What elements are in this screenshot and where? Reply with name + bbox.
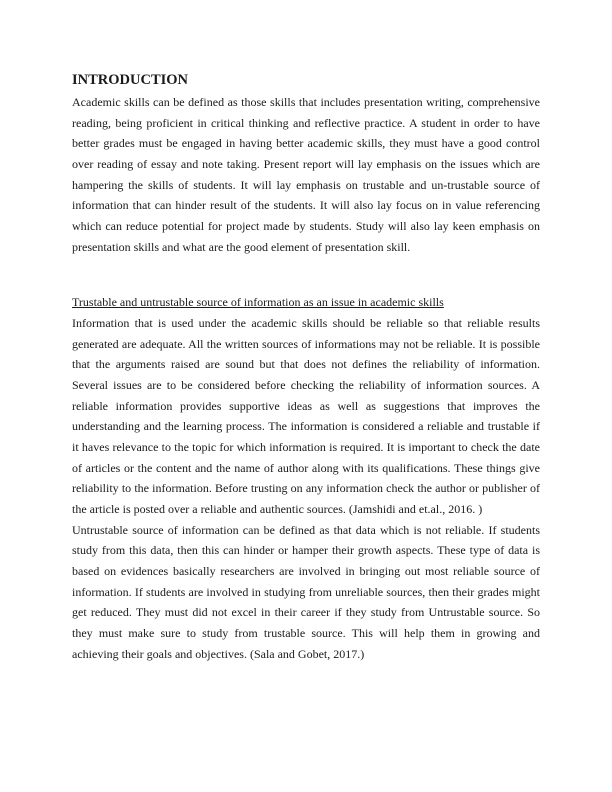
section-subheading: Trustable and untrustable source of information as an issue in academic skills	[72, 295, 444, 309]
introduction-section	[72, 71, 540, 257]
introduction-heading: INTRODUCTION	[72, 72, 189, 88]
section-paragraph-1: Information that is used under the academic skills should be reliable so that reliable results generated are adequate. All the written sources of informations may not be reliable. It is possible that the arguments raised are sound but that does not defines the reliability of information. Several issues are to be considered before checking the reliability of information sources. A reliable information provides supportive ideas as well as suggestions that improves the understanding and the learning process. The information is considered a reliable and trustable if it haves relevance to the topic for which information is required. It is important to check the date of articles or the content and the name of author along with its qualifications. These things give reliability to the information. Before trusting on any information check the author or publisher of the article is posted over a reliable and authentic sources. (Jamshidi and et.al., 2016. )	[72, 316, 540, 516]
introduction-paragraph: Academic skills can be defined as those skills that includes presentation writing, comprehensive reading, being proficient in critical thinking and reflective practice. A student in order to have better grades must be engaged in having better academic skills, they must have a good control over reading of essay and note taking. Present report will lay emphasis on the issues which are hampering the skills of students. It will lay emphasis on trustable and un-trustable source of information that can hinder result of the students. It will also lay focus on in value referencing which can reduce potential for project made by students. Study will also lay keen emphasis on presentation skills and what are the good element of presentation skill.	[72, 95, 540, 254]
trustable-sources-section	[72, 292, 540, 664]
section-paragraph-2: Untrustable source of information can be defined as that data which is not reliable. If students study from this data, then this can hinder or hamper their growth aspects. These type of data is based on evidences basically researchers are involved in bringing out most reliable source of information. If students are involved in studying from unreliable sources, then their grades might get reduced. They must did not excel in their career if they study from Untrustable source. So they must make sure to study from trustable source. This will help them in growing and achieving their goals and objectives. (Sala and Gobet, 2017.)	[72, 522, 540, 661]
